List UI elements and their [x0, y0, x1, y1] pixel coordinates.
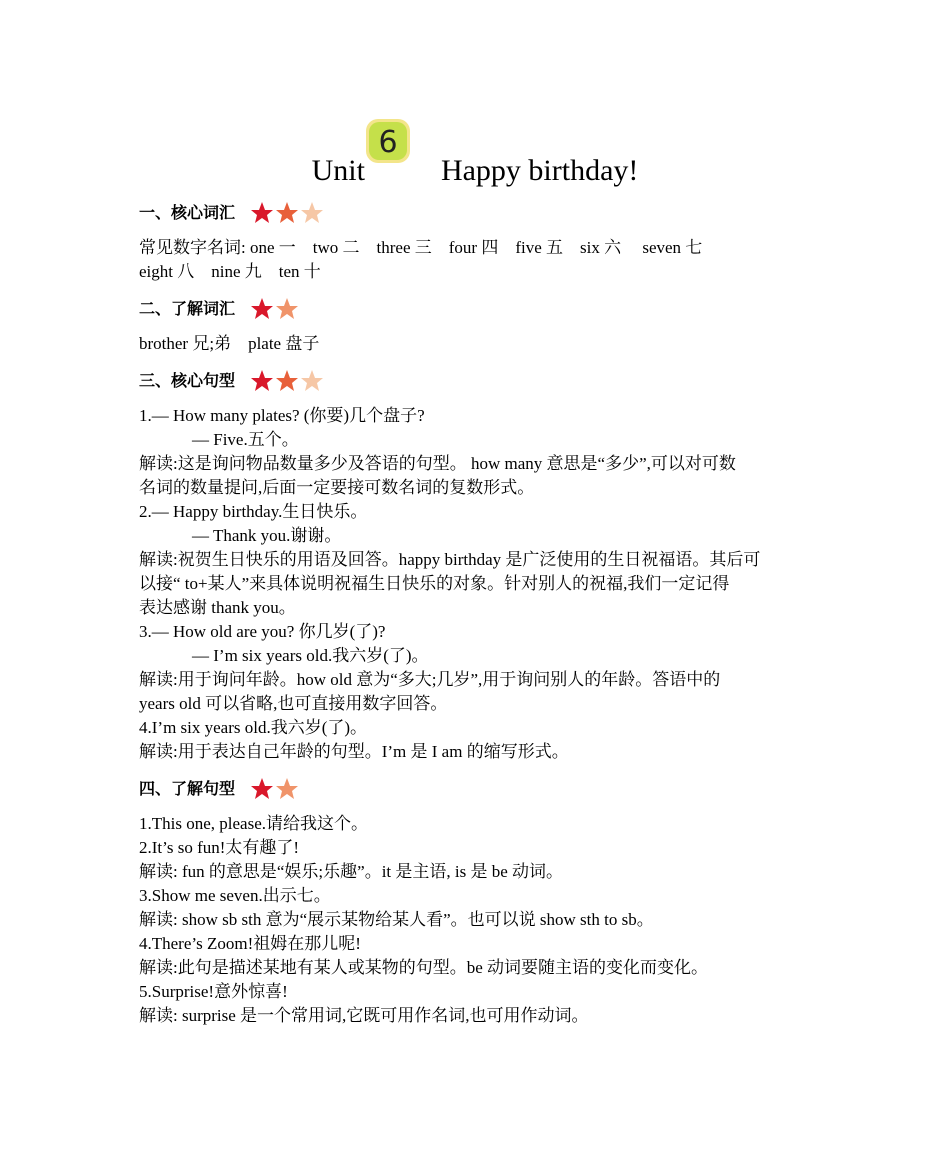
star-icon — [276, 778, 298, 799]
explanation-line: 解读: show sb sth 意为“展示某物给某人看”。也可以说 show sth to sb。 — [139, 910, 654, 929]
star-icon — [251, 298, 273, 319]
rating-stars-3 — [249, 200, 327, 226]
section-heading-core-sentences: 三、核心句型 — [139, 364, 819, 398]
section-heading-core-vocabulary: 一、核心词汇 — [139, 196, 819, 230]
vocab-line: eight 八 nine 九 ten 十 — [139, 262, 321, 281]
explanation-line: 解读:祝贺生日快乐的用语及回答。happy birthday 是广泛使用的生日祝福语。其后可 — [139, 550, 761, 569]
document-body — [139, 196, 819, 1028]
explanation-line: 解读:用于表达自己年龄的句型。I’m 是 I am 的缩写形式。 — [139, 742, 569, 761]
page-title — [0, 118, 950, 206]
sentence-line: 4.There’s Zoom!祖姆在那儿呢! — [139, 934, 361, 953]
sentence-answer: — I’m six years old.我六岁(了)。 — [192, 646, 429, 665]
sentence-line: 2.It’s so fun!太有趣了! — [139, 838, 300, 857]
explanation-line: 以接“ to+某人”来具体说明祝福生日快乐的对象。针对别人的祝福,我们一定记得 — [139, 574, 730, 593]
star-icon — [251, 778, 273, 799]
explanation-line: 表达感谢 thank you。 — [139, 598, 296, 617]
sentence-answer: — Five.五个。 — [192, 430, 299, 449]
sentence-line: 3.— How old are you? 你几岁(了)? — [139, 622, 386, 641]
star-icon — [251, 370, 273, 391]
rating-stars-3 — [249, 368, 327, 394]
explanation-line: 解读: fun 的意思是“娱乐;乐趣”。it 是主语, is 是 be 动词。 — [139, 862, 564, 881]
vocab-line: 常见数字名词: one 一 two 二 three 三 four 四 five 五 six 六 seven 七 — [139, 238, 703, 257]
explanation-line: 名词的数量提问,后面一定要接可数名词的复数形式。 — [139, 478, 535, 497]
star-icon — [251, 202, 273, 223]
rating-stars-2 — [249, 776, 301, 802]
unit-number: 6 — [378, 125, 398, 160]
star-icon — [276, 298, 298, 319]
explanation-line: 解读:用于询问年龄。how old 意为“多大;几岁”,用于询问别人的年龄。答语中的 — [139, 670, 721, 689]
rating-stars-2 — [249, 296, 301, 322]
unit-title: Happy birthday! — [440, 154, 639, 187]
star-icon — [301, 370, 323, 391]
star-icon — [276, 370, 298, 391]
sentence-line: 2.— Happy birthday.生日快乐。 — [139, 502, 368, 521]
vocab-line: brother 兄;弟 plate 盘子 — [139, 334, 320, 353]
section-heading-sentences-to-know: 四、了解句型 — [139, 772, 819, 806]
unit-number-badge — [365, 118, 411, 164]
explanation-line: 解读: surprise 是一个常用词,它既可用作名词,也可用作动词。 — [139, 1006, 589, 1025]
sentence-line: 1.This one, please.请给我这个。 — [139, 814, 368, 833]
sentence-line: 1.— How many plates? (你要)几个盘子? — [139, 406, 425, 425]
explanation-line: 解读:这是询问物品数量多少及答语的句型。 how many 意思是“多少”,可以对可数 — [139, 454, 736, 473]
sentence-line: 3.Show me seven.出示七。 — [139, 886, 331, 905]
sentence-answer: — Thank you.谢谢。 — [192, 526, 342, 545]
star-icon — [301, 202, 323, 223]
unit-label: Unit — [311, 154, 365, 187]
section-heading-vocabulary-to-know: 二、了解词汇 — [139, 292, 819, 326]
explanation-line: 解读:此句是描述某地有某人或某物的句型。be 动词要随主语的变化而变化。 — [139, 958, 709, 977]
explanation-line: years old 可以省略,也可直接用数字回答。 — [139, 694, 448, 713]
sentence-line: 4.I’m six years old.我六岁(了)。 — [139, 718, 368, 737]
star-icon — [276, 202, 298, 223]
sentence-line: 5.Surprise!意外惊喜! — [139, 982, 288, 1001]
